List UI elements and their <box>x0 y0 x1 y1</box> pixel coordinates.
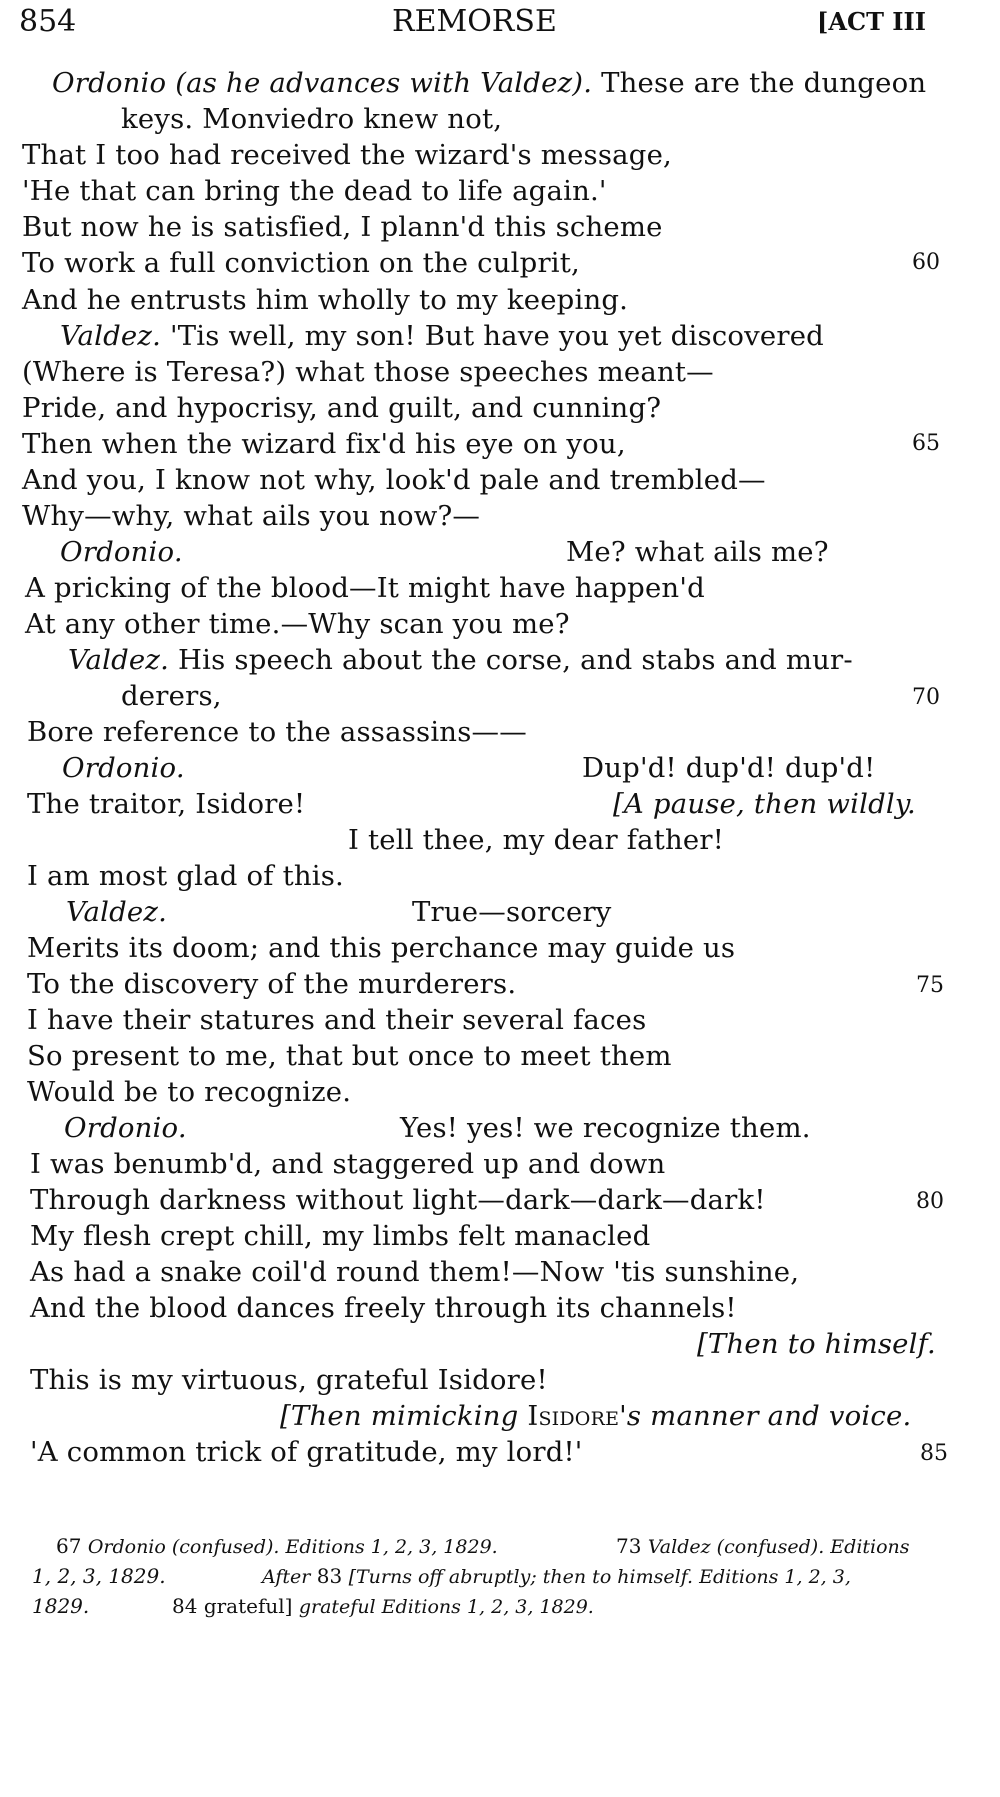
speaker-name: Valdez. <box>68 644 170 676</box>
footnote-text: After <box>262 1566 311 1588</box>
verse-line: And you, I know not why, look'd pale and trembled— <box>22 464 766 496</box>
verse-line: To the discovery of the murderers. <box>27 968 517 1000</box>
footnote-text: grateful] <box>203 1594 293 1618</box>
verse-line <box>68 642 853 678</box>
footnote-text: 1829. <box>32 1594 90 1618</box>
footnote-ref: 84 <box>172 1594 198 1618</box>
verse-line: Why—why, what ails you now?— <box>22 500 481 532</box>
footnote-line <box>56 1532 498 1561</box>
stage-direction <box>280 1398 911 1434</box>
footnote-ref: 73 <box>616 1534 642 1558</box>
speech-text: Dup'd! dup'd! dup'd! <box>582 752 876 784</box>
footnote-text: Ordonio (confused). Editions 1, 2, 3, 1829. <box>87 1536 498 1558</box>
verse-line: My flesh crept chill, my limbs felt manacled <box>30 1220 651 1252</box>
footnote-text: grateful Editions 1, 2, 3, 1829. <box>298 1596 594 1618</box>
line-number: 60 <box>912 250 940 275</box>
verse-line: A pricking of the blood—It might have happen'd <box>25 572 705 604</box>
footnote-ref: 67 <box>56 1534 82 1558</box>
stage-direction: [Then to himself. <box>697 1328 936 1360</box>
verse-line: derers, <box>121 680 222 712</box>
line-number: 65 <box>912 431 940 456</box>
line-number: 80 <box>916 1189 944 1214</box>
speaker-name: Ordonio. <box>64 1112 187 1144</box>
verse-line: And he entrusts him wholly to my keeping. <box>22 284 629 316</box>
speech-text: Me? what ails me? <box>566 536 829 568</box>
verse-line: I have their statures and their several faces <box>27 1004 647 1036</box>
footnote-line <box>172 1592 594 1621</box>
stage-direction: [A pause, then wildly. <box>613 788 916 820</box>
page-number: 854 <box>19 4 77 39</box>
verse-line: 'A common trick of gratitude, my lord!' <box>30 1436 583 1468</box>
verse-line: That I too had received the wizard's message, <box>22 139 672 171</box>
footnote-line <box>262 1562 851 1591</box>
footnote-text: [Turns off abruptly; then to himself. Editions 1, 2, 3, <box>348 1566 851 1588</box>
verse-line: 'He that can bring the dead to life again.' <box>22 175 607 207</box>
verse-line: Through darkness without light—dark—dark—dark! <box>30 1184 766 1216</box>
act-label: [ACT III <box>817 7 926 36</box>
verse-line: keys. Monviedro knew not, <box>121 103 503 135</box>
verse-line: At any other time.—Why scan you me? <box>25 608 570 640</box>
verse-line: Pride, and hypocrisy, and guilt, and cunning? <box>22 392 662 424</box>
verse-line: Would be to recognize. <box>27 1076 352 1108</box>
stage-direction-text: [Then mimicking <box>280 1400 528 1432</box>
verse-line: This is my virtuous, grateful Isidore! <box>30 1364 548 1396</box>
line-number: 70 <box>912 685 940 710</box>
verse-line: And the blood dances freely through its channels! <box>30 1292 737 1324</box>
verse-line: Merits its doom; and this perchance may guide us <box>27 932 736 964</box>
verse-line: I tell thee, my dear father! <box>348 824 724 856</box>
footnote-line <box>616 1532 910 1561</box>
verse-line: I was benumb'd, and staggered up and down <box>30 1148 666 1180</box>
speech-text: 'Tis well, my son! But have you yet discovered <box>161 320 824 352</box>
stage-direction-name: Isidore <box>527 1400 620 1432</box>
line-number: 85 <box>920 1441 948 1466</box>
verse-line: Then when the wizard fix'd his eye on you, <box>22 428 626 460</box>
speech-text: His speech about the corse, and stabs and mur- <box>169 644 853 676</box>
footnote-text: Valdez (confused). Editions <box>647 1536 910 1558</box>
verse-line: As had a snake coil'd round them!—Now 'tis sunshine, <box>30 1256 800 1288</box>
verse-line: Bore reference to the assassins—— <box>27 716 527 748</box>
running-title: REMORSE <box>392 4 557 39</box>
footnote-text: 1, 2, 3, 1829. <box>32 1564 166 1588</box>
verse-line: The traitor, Isidore! <box>27 788 306 820</box>
speech-text: True—sorcery <box>412 896 612 928</box>
speaker-name: Ordonio. <box>60 536 183 568</box>
speaker-name: Valdez. <box>66 896 168 928</box>
verse-line <box>52 65 926 101</box>
speech-text: Yes! yes! we recognize them. <box>400 1112 811 1144</box>
verse-line: To work a full conviction on the culprit, <box>22 247 580 279</box>
verse-line <box>60 318 824 354</box>
speaker-name: Valdez. <box>60 320 162 352</box>
speech-text: These are the dungeon <box>592 67 927 99</box>
line-number: 75 <box>916 973 944 998</box>
footnote-ref: 83 <box>316 1564 343 1588</box>
speaker-name: Ordonio. <box>62 752 185 784</box>
verse-line: I am most glad of this. <box>27 860 344 892</box>
verse-line: So present to me, that but once to meet them <box>27 1040 672 1072</box>
stage-direction-text: 's manner and voice. <box>619 1400 912 1432</box>
speaker-name: Ordonio (as he advances with Valdez). <box>52 67 593 99</box>
verse-line: (Where is Teresa?) what those speeches meant— <box>22 356 714 388</box>
verse-line: But now he is satisfied, I plann'd this scheme <box>22 211 663 243</box>
